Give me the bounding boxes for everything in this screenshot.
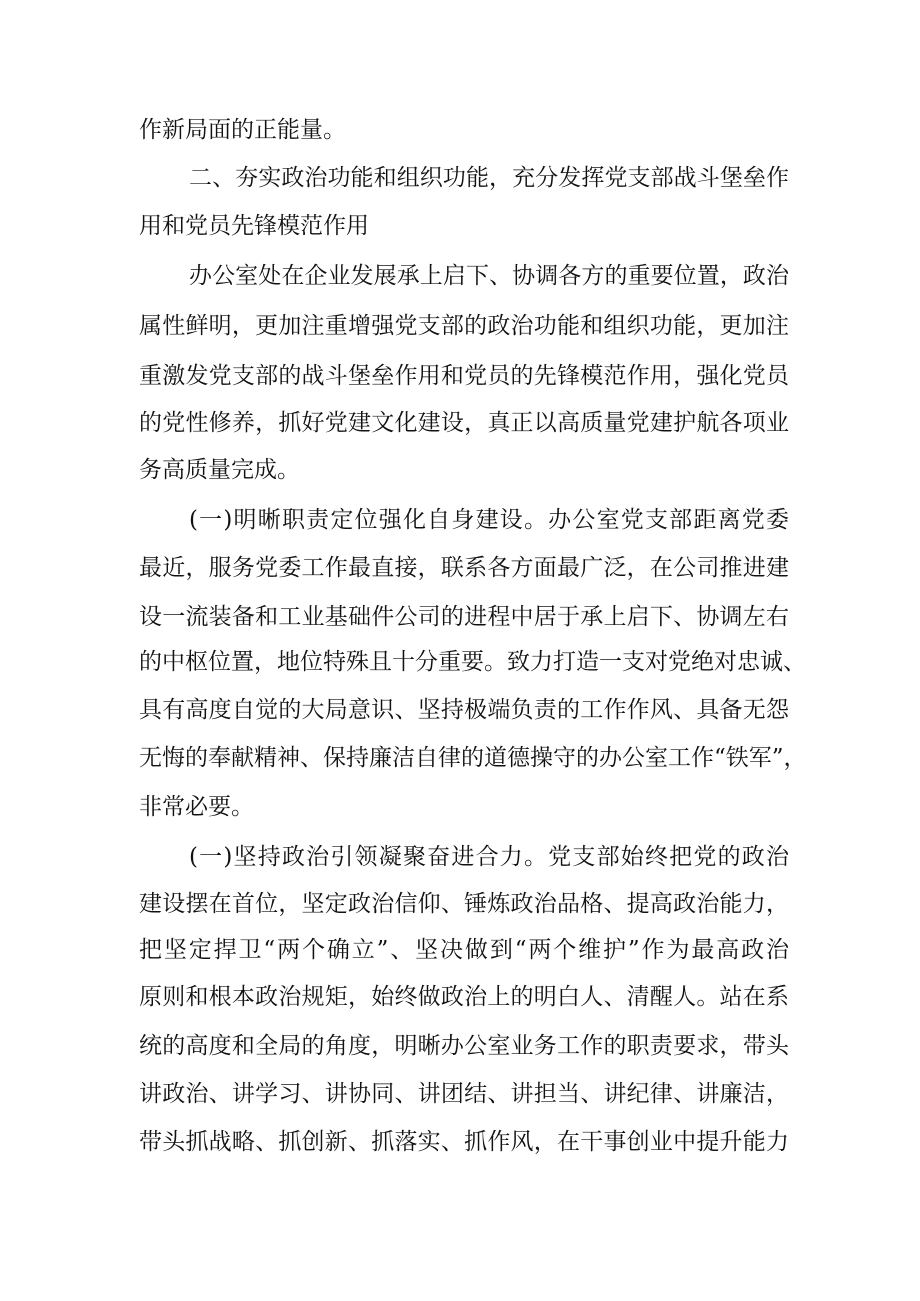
text-line: 办公室处在企业发展承上启下、协调各方的重要位置，政治 — [189, 263, 789, 289]
text-line: 统的高度和全局的角度，明晰办公室业务工作的职责要求，带头 — [139, 1033, 789, 1059]
text-line: 作新局面的正能量。 — [139, 117, 346, 143]
text-line: 务高质量完成。 — [139, 457, 300, 483]
text-line: 具有高度自觉的大局意识、坚持极端负责的工作作风、具备无怨 — [139, 697, 789, 723]
subsection-heading: (一)明晰职责定位强化自身建设。办公室党支部距离党委 — [189, 507, 789, 533]
text-line: 原则和根本政治规矩，始终做政治上的明白人、清醒人。站在系 — [139, 984, 789, 1010]
text-line: 属性鲜明，更加注重增强党支部的政治功能和组织功能，更加注 — [139, 313, 789, 339]
text-line: 的中枢位置，地位特殊且十分重要。致力打造一支对党绝对忠诚、 — [139, 649, 806, 675]
text-line: 非常必要。 — [139, 794, 254, 820]
text-line: 重激发党支部的战斗堡垒作用和党员的先锋模范作用，强化党员 — [139, 363, 789, 389]
text-line: 把坚定捍卫“两个确立”、坚决做到“两个维护”作为最高政治 — [139, 937, 789, 963]
section-heading: 二、夯实政治功能和组织功能，充分发挥党支部战斗堡垒作 — [189, 165, 789, 191]
subsection-heading: (一)坚持政治引领凝聚奋进合力。党支部始终把党的政治 — [189, 844, 789, 870]
text-line: 最近，服务党委工作最直接，联系各方面最广泛，在公司推进建 — [139, 555, 789, 581]
text-line: 的党性修养，抓好党建文化建设，真正以高质量党建护航各项业 — [139, 410, 789, 436]
text-line: 带头抓战略、抓创新、抓落实、抓作风，在干事创业中提升能力 — [139, 1129, 789, 1155]
text-line: 讲政治、讲学习、讲协同、讲团结、讲担当、讲纪律、讲廉洁， — [139, 1081, 789, 1107]
text-line: 设一流装备和工业基础件公司的进程中居于承上启下、协调左右 — [139, 604, 789, 630]
text-line: 无悔的奉献精神、保持廉洁自律的道德操守的办公室工作“铁军”， — [139, 745, 807, 771]
section-heading-continued: 用和党员先锋模范作用 — [139, 213, 369, 239]
text-line: 建设摆在首位，坚定政治信仰、锤炼政治品格、提高政治能力， — [139, 891, 789, 917]
